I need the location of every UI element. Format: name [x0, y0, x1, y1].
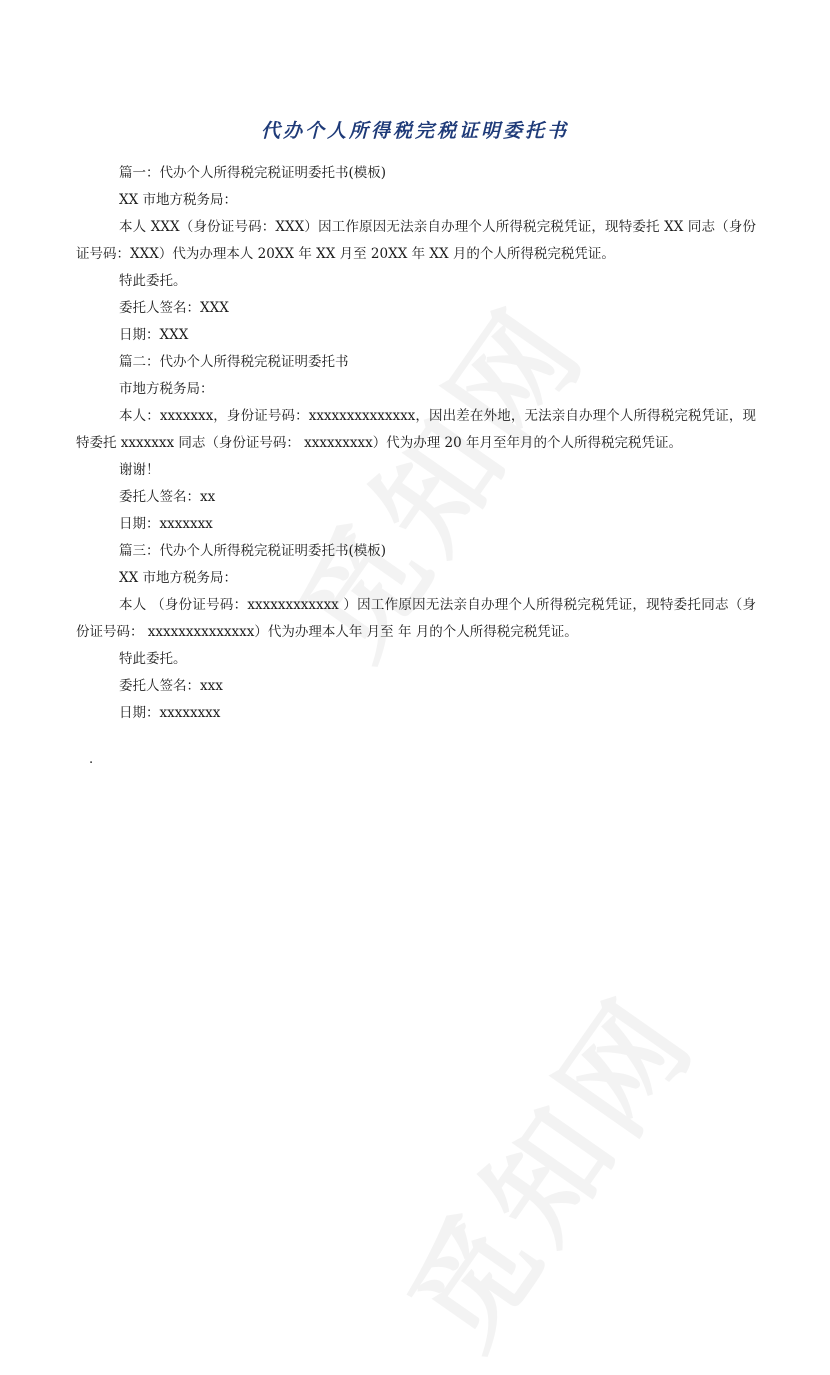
addressee: XX 市地方税务局：: [119, 192, 238, 208]
signature-line: 委托人签名：xxx: [119, 678, 223, 694]
section-heading: 篇二：代办个人所得税完税证明委托书: [119, 354, 349, 370]
addressee: XX 市地方税务局：: [119, 570, 238, 586]
addressee: 市地方税务局：: [119, 381, 214, 397]
document-title: 代办个人所得税完税证明委托书: [260, 119, 569, 142]
section-heading: 篇一：代办个人所得税完税证明委托书(模板): [119, 165, 387, 181]
closing-line: 特此委托。: [119, 651, 187, 667]
body-paragraph: 本人：xxxxxxx，身份证号码：xxxxxxxxxxxxxx，因出差在外地，无法亲自办理个人所得税完税凭证，现特委托 xxxxxxx 同志（身份证号码： xxxxxxxxx）代为办理 20 年月至年月的个人所得税完税凭证。: [76, 408, 756, 451]
watermark: [363, 957, 728, 1375]
signature-line: 委托人签名：xx: [119, 489, 216, 505]
body-paragraph: 本人 XXX（身份证号码：XXX）因工作原因无法亲自办理个人所得税完税凭证，现特委托 XX 同志（身份证号码：XXX）代为办理本人 20XX 年 XX 月至 20XX 年 XX 月的个人所得税完税凭证。: [76, 219, 756, 262]
closing-line: 特此委托。: [119, 273, 187, 289]
closing-line: 谢谢！: [119, 462, 160, 478]
section-heading: 篇三：代办个人所得税完税证明委托书(模板): [119, 543, 387, 559]
trailing-mark: .: [89, 752, 94, 767]
date-line: 日期：xxxxxxx: [119, 516, 213, 532]
body-paragraph: 本人 （身份证号码：xxxxxxxxxxxx ）因工作原因无法亲自办理个人所得税完税凭证，现特委托同志（身份证号码： xxxxxxxxxxxxxx）代为办理本人年 月至 年 月的个人所得税完税凭证。: [76, 597, 756, 640]
date-line: 日期：xxxxxxxx: [119, 705, 221, 721]
date-line: 日期：XXX: [119, 327, 189, 343]
document-body: [76, 160, 756, 727]
signature-line: 委托人签名：XXX: [119, 300, 229, 316]
